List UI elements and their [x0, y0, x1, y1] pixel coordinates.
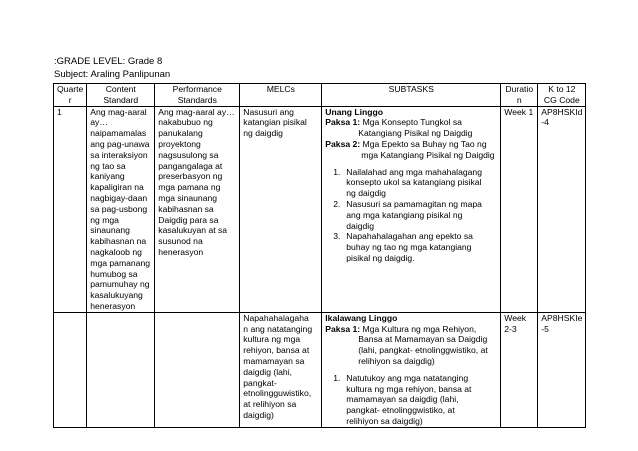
- subtasks-cell: [322, 106, 501, 312]
- cell-line: nagsusulong sa: [158, 149, 219, 160]
- cell-line: henerasyon: [158, 246, 204, 257]
- curriculum-table: [53, 83, 586, 428]
- paksa-text: Mga Konsepto Tungkol sa: [362, 117, 462, 128]
- list-item: [325, 199, 497, 210]
- col-header-performance-standards: [155, 84, 240, 107]
- duration-cell: [501, 106, 538, 312]
- cell-line: susunod na: [158, 236, 203, 247]
- item-text: ng daigdig: [346, 188, 386, 199]
- cell-line: preserbasyon ng: [158, 171, 223, 182]
- item-text: konsepto ukol sa katangiang pisikal: [346, 177, 482, 188]
- col-header-melcs: [240, 84, 322, 107]
- col-header-content-standard: [87, 84, 155, 107]
- col-header-text: SUBTASKS: [388, 84, 434, 94]
- performance-standards-cell: [155, 106, 240, 312]
- col-header-code: [538, 84, 586, 107]
- paksa-line: [325, 139, 497, 150]
- cell-line: mamamayan sa: [243, 355, 305, 366]
- col-header-text: K to 12 CG: [543, 84, 576, 105]
- cell-line: humubog sa: [90, 268, 138, 279]
- table-header-row: [54, 84, 586, 107]
- cell-line: henerasyon: [90, 300, 136, 311]
- item-text: mamamayan sa daigdig (lahi,: [346, 394, 459, 405]
- subject-label: Subject: Araling Panlipunan: [54, 69, 171, 80]
- item-text: Nailalahad ang mga mahahalagang: [346, 166, 482, 177]
- cell-line: panukalang: [158, 128, 203, 139]
- item-number: 1.: [333, 372, 341, 383]
- item-text: ang mga katangiang pisikal ng: [346, 209, 463, 220]
- cell-line: mga pamana ng: [158, 182, 221, 193]
- col-header-text: Standard: [103, 94, 139, 105]
- cell-line: naipamamalas: [90, 128, 147, 139]
- cell-line: sa interaksiyon: [90, 149, 148, 160]
- col-header-text: Duratio: [505, 84, 534, 94]
- content-standard-cell: [87, 312, 155, 427]
- cell-line: nakabubuo ng: [158, 117, 213, 128]
- cell-line: etnolingguwistiko,: [243, 388, 312, 399]
- code-cell: [538, 106, 586, 312]
- table-row: [54, 106, 586, 312]
- col-header-text: Content: [105, 84, 136, 94]
- col-header-text: Performance: [172, 84, 222, 94]
- cell-line: Daigdig para sa: [158, 214, 219, 225]
- duration-value: 2-3: [504, 323, 517, 334]
- cell-line: kaniyang: [90, 171, 125, 182]
- cell-line: kultura ng mga: [243, 334, 301, 345]
- col-header-text: Standards: [177, 94, 217, 105]
- cell-line: Ang mag-aaral ay…: [158, 106, 235, 117]
- cell-line: nagkaloob ng: [90, 246, 142, 257]
- cell-line: n ang natatanging: [243, 323, 313, 334]
- grade-level-label: :GRADE LEVEL: Grade 8: [54, 56, 163, 67]
- cell-line: daigdig): [243, 409, 274, 420]
- list-item: [325, 373, 497, 384]
- cell-line: ay…: [90, 117, 108, 128]
- cell-line: katangian pisikal: [243, 117, 307, 128]
- cell-line: kabihasnan sa: [158, 203, 214, 214]
- cell-line: daigdig (lahi,: [243, 366, 293, 377]
- quarter-cell: [54, 312, 87, 427]
- quarter-value: 1: [57, 106, 62, 117]
- item-text: kultura ng mga rehiyon, bansa at: [346, 383, 472, 394]
- cell-line: rehiyon, bansa at: [243, 345, 310, 356]
- item-text: buhay ng tao ng mga katangiang: [346, 242, 472, 253]
- col-header-text: MELCs: [266, 84, 295, 94]
- cell-line: sa pag-usbong: [90, 203, 148, 214]
- paksa-line: [325, 324, 497, 335]
- cell-line: sinaunang: [90, 225, 130, 236]
- week-label: Ikalawang Linggo: [325, 312, 398, 323]
- cell-line: pangkat-: [243, 377, 277, 388]
- paksa-text: Mga Kultura ng mga Rehiyon,: [360, 323, 477, 334]
- paksa-text: Katangiang Pisikal ng Daigdig: [358, 128, 473, 139]
- paksa-label: Paksa 2:: [325, 138, 361, 149]
- item-text: Natutukoy ang mga natatanging: [346, 372, 469, 383]
- cell-line: kapaligiran na: [90, 182, 144, 193]
- melcs-cell: [240, 312, 322, 427]
- paksa-label: Paksa 1:: [325, 117, 361, 128]
- code-cell: [538, 312, 586, 427]
- duration-value: Week 1: [504, 106, 534, 117]
- paksa-label: Paksa 1:: [325, 323, 361, 334]
- col-header-text: r: [68, 94, 72, 105]
- item-text: relihiyon sa daigdig): [346, 415, 423, 426]
- cell-line: pangangalaga at: [158, 160, 223, 171]
- cell-line: kasalukuyang: [90, 290, 143, 301]
- cell-line: Napahahalagaha: [243, 312, 309, 323]
- col-header-text: n: [516, 94, 522, 105]
- cell-line: mga sinaunang: [158, 192, 218, 203]
- code-value: -5: [541, 323, 549, 334]
- cell-line: kabihasnan na: [90, 236, 147, 247]
- cell-line: ng mga: [90, 214, 119, 225]
- item-text: pisikal ng daigdig.: [346, 252, 415, 263]
- code-value: AP8HSKIe: [541, 312, 583, 323]
- paksa-line: [325, 117, 497, 128]
- col-header-subtasks: [322, 84, 501, 107]
- cell-line: ng tao sa: [90, 160, 126, 171]
- duration-value: Week: [504, 312, 527, 323]
- table-row: [54, 312, 586, 427]
- paksa-text: Mga Epekto sa Buhay ng Tao ng: [360, 138, 487, 149]
- item-number: 2.: [333, 198, 341, 209]
- performance-standards-cell: [155, 312, 240, 427]
- item-text: Nasusuri sa pamamagitan ng mapa: [346, 198, 482, 209]
- col-header-text: Code: [559, 94, 580, 105]
- cell-line: ang pag-unawa: [90, 138, 150, 149]
- content-standard-cell: [87, 106, 155, 312]
- cell-line: Nasusuri ang: [243, 106, 294, 117]
- paksa-text: relihiyon sa daigdig): [358, 355, 435, 366]
- item-number: 1.: [333, 166, 341, 177]
- duration-cell: [501, 312, 538, 427]
- code-value: AP8HSKId: [541, 106, 583, 117]
- cell-line: ng daigdig: [243, 128, 283, 139]
- melcs-cell: [240, 106, 322, 312]
- cell-line: nagbigay-daan: [90, 192, 148, 203]
- list-item: [325, 231, 497, 242]
- item-number: 3.: [333, 231, 341, 242]
- quarter-cell: [54, 106, 87, 312]
- list-item: [325, 167, 497, 178]
- cell-line: pamumuhay ng: [90, 279, 150, 290]
- item-text: pangkat- etnolinggwistiko, at: [346, 405, 455, 416]
- col-header-text: Quarte: [57, 84, 84, 94]
- paksa-text: mga Katangiang Pisikal ng Daigdig: [361, 149, 495, 160]
- col-header-duration: [501, 84, 538, 107]
- cell-line: Ang mag-aaral: [90, 106, 147, 117]
- item-text: daigdig: [346, 220, 374, 231]
- cell-line: at relihiyon sa: [243, 399, 297, 410]
- col-header-quarter: [54, 84, 87, 107]
- cell-line: kasalukuyan at sa: [158, 225, 228, 236]
- paksa-text: Bansa at Mamamayan sa Daigdig: [358, 334, 488, 345]
- code-value: -4: [541, 117, 549, 128]
- subtasks-cell: [322, 312, 501, 427]
- cell-line: mga pamanang: [90, 257, 151, 268]
- item-text: Napahahalagahan ang epekto sa: [346, 231, 473, 242]
- week-label: Unang Linggo: [325, 106, 384, 117]
- cell-line: proyektong: [158, 138, 201, 149]
- paksa-text: (lahi, pangkat- etnolinggwistiko, at: [358, 345, 488, 356]
